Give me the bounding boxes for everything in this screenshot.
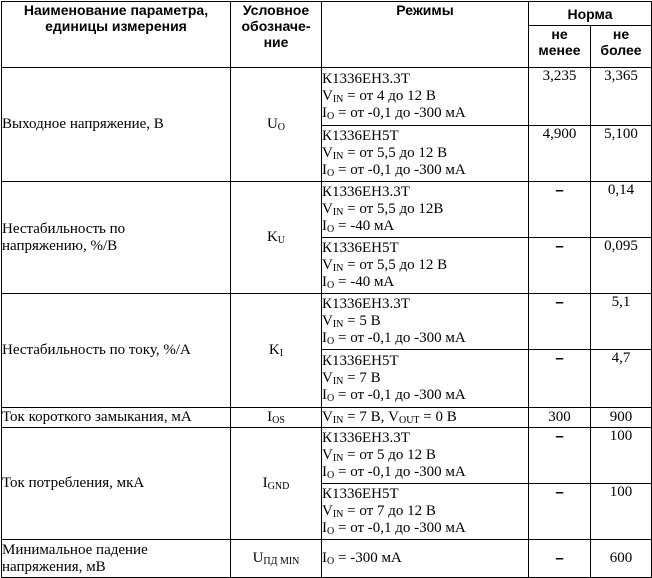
mode-line bbox=[322, 274, 528, 291]
mode-line bbox=[322, 387, 528, 404]
mode-text: = от -0,1 до -300 мА bbox=[334, 464, 466, 480]
symbol-subscript: O bbox=[327, 224, 335, 235]
param-text: Ток короткого замыкания, мА bbox=[2, 409, 192, 425]
symbol-subscript: IN bbox=[332, 509, 344, 520]
max-text: 0,14 bbox=[607, 182, 635, 198]
param-cell bbox=[2, 540, 231, 578]
mode-text: = от 5,5 до 12 В bbox=[343, 257, 448, 273]
max-text: 100 bbox=[609, 428, 633, 444]
max-value bbox=[591, 540, 652, 578]
mode-cell bbox=[322, 428, 529, 484]
symbol-base: V bbox=[322, 313, 333, 329]
mode-line bbox=[322, 184, 528, 201]
mode-text: = 0 В bbox=[419, 409, 457, 425]
symbol-base: V bbox=[322, 145, 333, 161]
symbol-cell bbox=[231, 294, 322, 408]
symbol-cell bbox=[231, 540, 322, 578]
mode-line bbox=[322, 550, 528, 567]
param-text: Минимальное падение bbox=[2, 541, 148, 558]
symbol-base: I bbox=[322, 274, 327, 290]
mode-line bbox=[322, 145, 528, 162]
min-text: – bbox=[555, 238, 564, 255]
max-value bbox=[591, 68, 652, 126]
table-row bbox=[2, 408, 652, 428]
param-text: Ток потребления, мкА bbox=[2, 475, 145, 491]
min-value bbox=[529, 484, 591, 540]
mode-text: К1336ЕН5Т bbox=[322, 240, 399, 256]
header-symbol: Условное обозначе- ние bbox=[231, 2, 322, 68]
mode-line bbox=[322, 464, 528, 481]
mode-line bbox=[322, 162, 528, 179]
mode-line bbox=[322, 257, 528, 274]
symbol-base: I bbox=[322, 550, 327, 566]
symbol-subscript: O bbox=[327, 280, 335, 291]
mode-line bbox=[322, 313, 528, 330]
symbol-subscript: U bbox=[277, 235, 286, 246]
max-text: 900 bbox=[609, 409, 633, 425]
mode-text: = от 5 до 12 В bbox=[343, 447, 436, 463]
symbol-base: V bbox=[322, 503, 333, 519]
mode-line bbox=[322, 128, 528, 145]
symbol-base: I bbox=[322, 330, 327, 346]
min-value bbox=[529, 68, 591, 126]
param-text: напряжения, мВ bbox=[2, 558, 106, 575]
mode-text: К1336ЕН5Т bbox=[322, 353, 399, 369]
symbol-cell bbox=[231, 428, 322, 540]
max-text: 5,1 bbox=[611, 294, 631, 310]
mode-line bbox=[322, 330, 528, 347]
header-min: не менее bbox=[529, 26, 591, 68]
mode-line bbox=[322, 430, 528, 447]
symbol-subscript: O bbox=[327, 168, 335, 179]
symbol-subscript: O bbox=[327, 470, 335, 481]
mode-line bbox=[322, 296, 528, 313]
symbol-subscript: IN bbox=[332, 415, 344, 426]
mode-cell bbox=[322, 408, 529, 428]
min-value bbox=[529, 294, 591, 350]
max-value bbox=[591, 238, 652, 294]
symbol-subscript: O bbox=[327, 336, 335, 347]
symbol-subscript: IN bbox=[332, 207, 344, 218]
symbol-base: V bbox=[388, 409, 399, 425]
mode-cell bbox=[322, 350, 529, 408]
symbol-subscript: O bbox=[327, 111, 335, 122]
mode-text: К1336ЕН5Т bbox=[322, 486, 399, 502]
mode-text: = 5 В bbox=[343, 313, 381, 329]
table-row bbox=[2, 182, 652, 238]
table-row bbox=[2, 294, 652, 350]
symbol-subscript: IN bbox=[332, 151, 344, 162]
symbol-base: I bbox=[322, 520, 327, 536]
mode-line bbox=[322, 370, 528, 387]
mode-line bbox=[322, 520, 528, 537]
min-text: 300 bbox=[548, 409, 571, 425]
min-text: – bbox=[555, 182, 564, 199]
mode-text: К1336ЕН3.3Т bbox=[322, 184, 410, 200]
symbol-subscript: O bbox=[327, 526, 335, 537]
min-text: – bbox=[555, 484, 564, 501]
symbol-subscript: O bbox=[327, 393, 335, 404]
mode-text: = -40 мА bbox=[334, 218, 395, 234]
mode-text: К1336ЕН5Т bbox=[322, 128, 399, 144]
max-value bbox=[591, 484, 652, 540]
mode-line bbox=[322, 353, 528, 370]
symbol-subscript: ПД MIN bbox=[263, 556, 300, 567]
mode-text: = 7 В, bbox=[343, 409, 389, 425]
mode-line bbox=[322, 105, 528, 122]
table-row bbox=[2, 428, 652, 484]
max-value bbox=[591, 126, 652, 182]
mode-line bbox=[322, 201, 528, 218]
min-text: – bbox=[555, 294, 564, 311]
mode-cell bbox=[322, 294, 529, 350]
param-text: напряжению, %/В bbox=[2, 237, 118, 254]
min-value bbox=[529, 182, 591, 238]
max-text: 100 bbox=[609, 484, 633, 500]
param-cell bbox=[2, 182, 231, 294]
max-value bbox=[591, 428, 652, 484]
symbol-base: U bbox=[252, 550, 264, 566]
min-value bbox=[529, 350, 591, 408]
min-value bbox=[529, 126, 591, 182]
param-text: Нестабильность по току, %/А bbox=[2, 342, 191, 358]
symbol-base: I bbox=[322, 162, 327, 178]
symbol-base: U bbox=[266, 116, 278, 132]
mode-line bbox=[322, 218, 528, 235]
mode-line bbox=[322, 447, 528, 464]
param-cell bbox=[2, 294, 231, 408]
symbol-subscript: O bbox=[277, 122, 286, 133]
mode-text: = от -0,1 до -300 мА bbox=[334, 105, 466, 121]
param-cell bbox=[2, 408, 231, 428]
mode-cell bbox=[322, 182, 529, 238]
symbol-subscript: OS bbox=[272, 415, 285, 426]
mode-cell bbox=[322, 540, 529, 578]
mode-text: К1336ЕН3.3Т bbox=[322, 430, 410, 446]
mode-line bbox=[322, 503, 528, 520]
mode-cell bbox=[322, 484, 529, 540]
max-value bbox=[591, 294, 652, 350]
symbol-base: V bbox=[322, 370, 333, 386]
symbol-base: K bbox=[266, 229, 278, 245]
min-value bbox=[529, 540, 591, 578]
symbol-base: I bbox=[262, 475, 268, 491]
symbol-base: K bbox=[268, 342, 280, 358]
symbol-subscript: IN bbox=[332, 319, 344, 330]
symbol-base: V bbox=[322, 257, 333, 273]
max-value bbox=[591, 408, 652, 428]
table-row bbox=[2, 540, 652, 578]
mode-text: К1336ЕН3.3Т bbox=[322, 71, 410, 87]
header-param: Наименование параметра, единицы измерения bbox=[2, 2, 231, 68]
mode-line bbox=[322, 88, 528, 105]
mode-text: = -40 мА bbox=[334, 274, 395, 290]
symbol-base: I bbox=[322, 387, 327, 403]
param-cell bbox=[2, 68, 231, 182]
mode-text: = от 5,5 до 12 В bbox=[343, 145, 448, 161]
max-text: 0,095 bbox=[604, 238, 638, 254]
symbol-subscript: GND bbox=[267, 481, 290, 492]
header-modes: Режимы bbox=[322, 2, 529, 68]
symbol-cell bbox=[231, 182, 322, 294]
symbol-base: V bbox=[322, 201, 333, 217]
min-value bbox=[529, 428, 591, 484]
header-norm: Норма bbox=[529, 2, 652, 26]
symbol-base: I bbox=[267, 409, 273, 425]
symbol-subscript: IN bbox=[332, 376, 344, 387]
mode-line bbox=[322, 409, 528, 426]
mode-text: = от 4 до 12 В bbox=[343, 88, 436, 104]
min-text: – bbox=[555, 549, 564, 567]
max-text: 600 bbox=[609, 550, 633, 566]
mode-text: = от 5,5 до 12В bbox=[343, 201, 444, 217]
min-text: 3,235 bbox=[542, 68, 577, 84]
min-text: – bbox=[555, 428, 564, 445]
symbol-base: V bbox=[322, 447, 333, 463]
symbol-cell bbox=[231, 68, 322, 182]
mode-line bbox=[322, 71, 528, 88]
min-text: 4,900 bbox=[542, 126, 577, 142]
parameters-table bbox=[1, 1, 652, 578]
mode-text: = 7 В bbox=[343, 370, 381, 386]
symbol-subscript: IN bbox=[332, 263, 344, 274]
min-text: – bbox=[555, 350, 564, 367]
mode-line bbox=[322, 240, 528, 257]
mode-cell bbox=[322, 238, 529, 294]
symbol-base: I bbox=[322, 464, 327, 480]
mode-line bbox=[322, 486, 528, 503]
header-max: не более bbox=[591, 26, 652, 68]
max-text: 3,365 bbox=[604, 68, 638, 84]
mode-text: = от 7 до 12 В bbox=[343, 503, 436, 519]
symbol-base: I bbox=[322, 105, 327, 121]
mode-text: = от -0,1 до -300 мА bbox=[334, 162, 466, 178]
symbol-subscript: OUT bbox=[398, 415, 420, 426]
max-text: 4,7 bbox=[611, 350, 631, 366]
table-body bbox=[2, 68, 652, 578]
max-value bbox=[591, 182, 652, 238]
symbol-subscript: O bbox=[327, 556, 335, 567]
symbol-subscript: IN bbox=[332, 453, 344, 464]
mode-cell bbox=[322, 68, 529, 126]
mode-text: = от -0,1 до -300 мА bbox=[334, 520, 466, 536]
param-text: Нестабильность по bbox=[2, 220, 126, 237]
mode-cell bbox=[322, 126, 529, 182]
symbol-subscript: I bbox=[279, 348, 284, 359]
max-value bbox=[591, 350, 652, 408]
symbol-base: V bbox=[322, 88, 333, 104]
param-text: Выходное напряжение, В bbox=[2, 116, 164, 132]
mode-text: = -300 мА bbox=[334, 550, 402, 566]
mode-text: К1336ЕН3.3Т bbox=[322, 296, 410, 312]
max-text: 5,100 bbox=[604, 126, 638, 142]
min-value bbox=[529, 408, 591, 428]
symbol-base: V bbox=[322, 409, 333, 425]
symbol-subscript: IN bbox=[332, 94, 344, 105]
symbol-base: I bbox=[322, 218, 327, 234]
param-cell bbox=[2, 428, 231, 540]
min-value bbox=[529, 238, 591, 294]
mode-text: = от -0,1 до -300 мА bbox=[334, 387, 466, 403]
symbol-cell bbox=[231, 408, 322, 428]
table-row bbox=[2, 68, 652, 126]
mode-text: = от -0,1 до -300 мА bbox=[334, 330, 466, 346]
